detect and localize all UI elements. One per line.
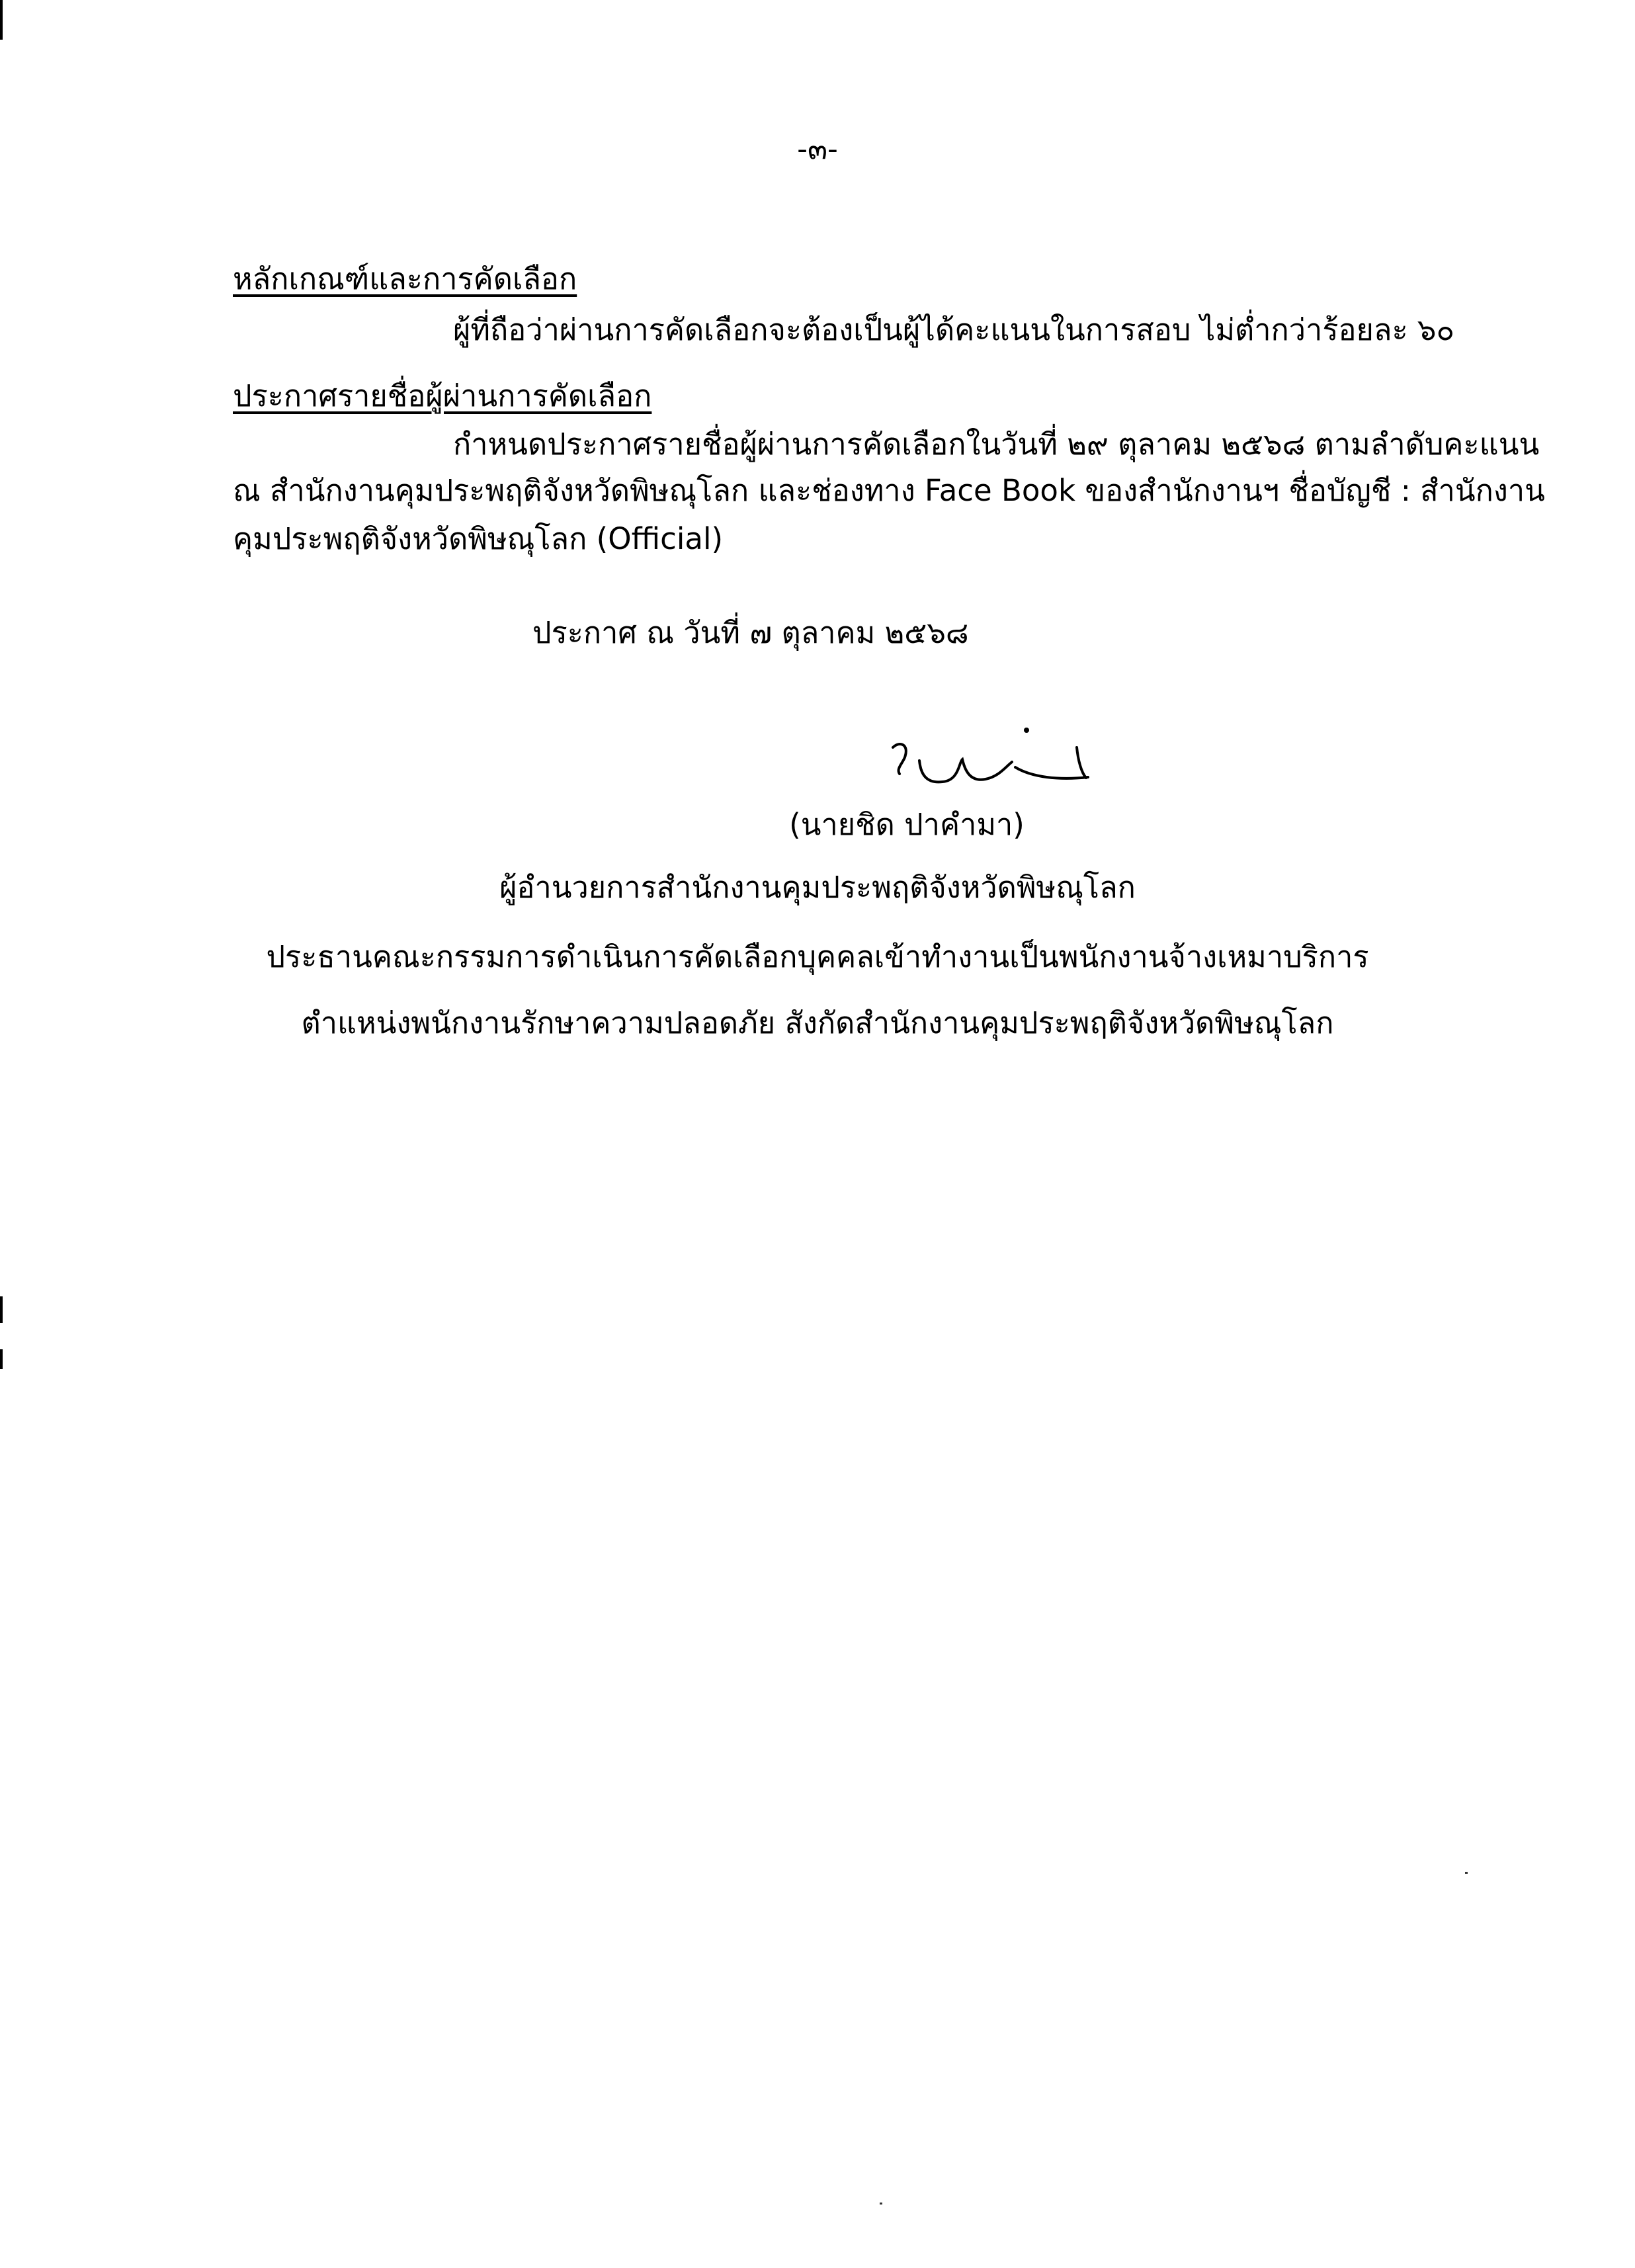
announcement-text-line-2: ณ สำนักงานคุมประพฤติจังหวัดพิษณุโลก และช่องทาง Face Book ของสำนักงานฯ ชื่อบัญชี : สำนักงาน — [233, 473, 1545, 508]
announcement-heading: ประกาศรายชื่อผู้ผ่านการคัดเลือก — [233, 378, 652, 413]
page-number: -๓- — [797, 132, 838, 166]
scan-edge-mark — [0, 0, 3, 40]
scan-edge-mark — [0, 1349, 3, 1369]
announcement-text-line-3: คุมประพฤติจังหวัดพิษณุโลก (Official) — [233, 521, 724, 556]
scan-edge-mark — [0, 1296, 3, 1323]
signer-position-1: ผู้อำนวยการสำนักงานคุมประพฤติจังหวัดพิษณุโลก — [499, 870, 1136, 905]
signer-name: (นายชิด ปาคำมา) — [789, 807, 1025, 842]
scan-speck — [1465, 1872, 1468, 1874]
signer-position-3: ตำแหน่งพนักงานรักษาความปลอดภัย สังกัดสำนักงานคุมประพฤติจังหวัดพิษณุโลก — [301, 1005, 1334, 1040]
scan-speck — [880, 2203, 882, 2205]
announcement-text-line-1: กำหนดประกาศรายชื่อผู้ผ่านการคัดเลือกในวันที่ ๒๙ ตุลาคม ๒๕๖๘ ตามลำดับคะแนน — [453, 427, 1540, 462]
handwritten-signature — [880, 721, 1098, 807]
signer-position-2: ประธานคณะกรรมการดำเนินการคัดเลือกบุคคลเข้าทำงานเป็นพนักงานจ้างเหมาบริการ — [266, 939, 1369, 974]
criteria-text: ผู้ที่ถือว่าผ่านการคัดเลือกจะต้องเป็นผู้ได้คะแนนในการสอบ ไม่ต่ำกว่าร้อยละ ๖๐ — [453, 312, 1454, 347]
criteria-heading: หลักเกณฑ์และการคัดเลือก — [233, 261, 577, 296]
announced-date: ประกาศ ณ วันที่ ๗ ตุลาคม ๒๕๖๘ — [532, 615, 969, 650]
